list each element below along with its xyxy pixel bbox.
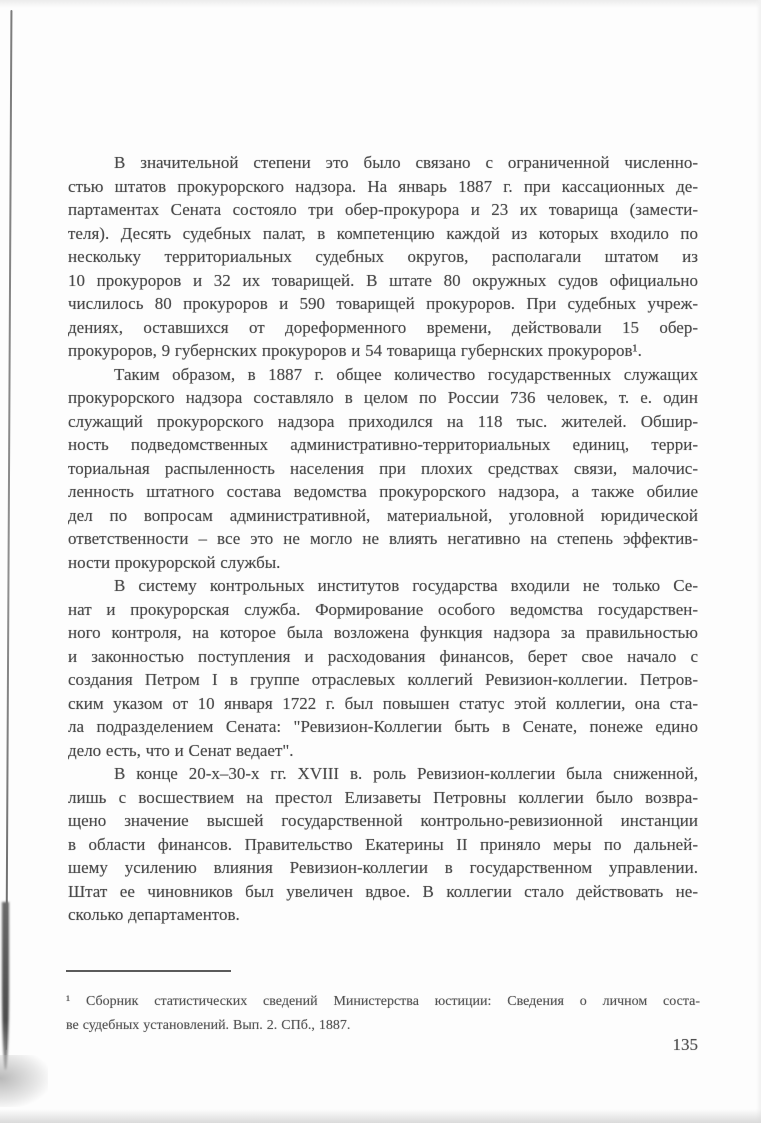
text-line: ве судебных установлений. Вып. 2. СПб., 1887.	[66, 1017, 351, 1033]
page-number: 135	[672, 1035, 698, 1054]
text-line: в области финансов. Правительство Екатерины II приняло меры по дальней-	[68, 834, 698, 854]
page-text	[68, 151, 698, 927]
text-line: числилось 80 прокуроров и 590 товарищей прокуроров. При судебных учреж-	[68, 294, 698, 313]
page-left-edge-shadow-band	[2, 902, 9, 1070]
text-line: ность подведомственных административно-территориальных единиц, терри-	[68, 435, 698, 454]
footnote-separator	[66, 970, 231, 972]
text-line: В значительной степени это было связано с ограниченной численно-	[114, 153, 698, 172]
text-line: стью штатов прокурорского надзора. На январь 1887 г. при кассационных де-	[68, 176, 698, 196]
text-line: создания Петром I в группе отраслевых коллегий Ревизион-коллегии. Петров-	[68, 670, 698, 689]
text-line: прокуроров, 9 губернских прокуроров и 54 товарища губернских прокуроров¹.	[68, 341, 642, 360]
text-line: дел по вопросам административной, материальной, уголовной юридической	[68, 505, 698, 525]
text-line: ¹ Сборник статистических сведений Министерства юстиции: Сведения о личном соста-	[66, 994, 700, 1009]
text-line: ским указом от 10 января 1722 г. был повышен статус этой коллегии, она ста-	[68, 693, 698, 713]
text-line: шему усилению влияния Ревизион-коллегии в государственном управлении.	[68, 858, 698, 877]
text-line: ла подразделением Сената: "Ревизион-Коллегии быть в Сенате, понеже едино	[68, 717, 698, 736]
page-left-edge-line	[5, 10, 12, 1050]
text-line: Таким образом, в 1887 г. общее количество государственных служащих	[114, 364, 698, 384]
text-line: 10 прокуроров и 32 их товарищей. В штате 80 окружных судов официально	[68, 270, 698, 290]
text-line: ности прокурорской службы.	[68, 552, 281, 572]
paragraph-4	[68, 762, 698, 927]
text-line: дело есть, что и Сенат ведает".	[68, 740, 294, 760]
text-line: ответственности – все это не могло не влиять негативно на степень эффектив-	[68, 529, 698, 548]
page-top-edge-shadow	[0, 0, 761, 8]
footnote	[66, 990, 700, 1037]
text-line: ного контроля, на которое была возложена функция надзора за правильностью	[68, 623, 698, 642]
text-line: нескольку территориальных судебных округов, располагали штатом из	[68, 247, 698, 266]
page-bottom-left-corner-shadow	[0, 1055, 48, 1107]
text-line: партаментах Сената состояло три обер-прокурора и 23 их товарища (замести-	[68, 200, 698, 219]
paragraph-1	[68, 151, 698, 363]
text-line: и законностью поступления и расходования финансов, берет свое начало с	[68, 646, 698, 666]
text-line: нат и прокурорская служба. Формирование особого ведомства государствен-	[68, 599, 698, 619]
text-line: щено значение высшей государственной контрольно-ревизионной инстанции	[68, 811, 698, 830]
text-line: служащий прокурорского надзора приходился на 118 тыс. жителей. Обшир-	[68, 411, 698, 431]
text-line: ленность штатного состава ведомства прокурорского надзора, а также обилие	[68, 482, 698, 501]
text-line: теля). Десять судебных палат, в компетенцию каждой из которых входило по	[68, 223, 698, 243]
text-line: Штат ее чиновников был увеличен вдвое. В коллегии стало действовать не-	[68, 881, 698, 901]
text-line: прокурорского надзора составляло в целом по России 736 человек, т. е. один	[68, 388, 698, 407]
text-line: В конце 20-х–30-х гг. XVIII в. роль Ревизион-коллегии была сниженной,	[114, 764, 698, 783]
page-bottom-edge-shadow	[0, 1109, 761, 1123]
text-line: лишь с восшествием на престол Елизаветы Петровны коллегии было возвра-	[68, 787, 698, 807]
paragraph-2	[68, 363, 698, 575]
text-line: сколько департаментов.	[68, 905, 240, 924]
text-line: ториальная распыленность населения при плохих средствах связи, малочис-	[68, 458, 698, 478]
page-right-edge-shadow	[756, 0, 761, 1123]
text-line: В систему контрольных институтов государства входили не только Се-	[114, 576, 698, 595]
paragraph-3	[68, 574, 698, 762]
text-line: дениях, оставшихся от дореформенного времени, действовали 15 обер-	[68, 317, 698, 337]
